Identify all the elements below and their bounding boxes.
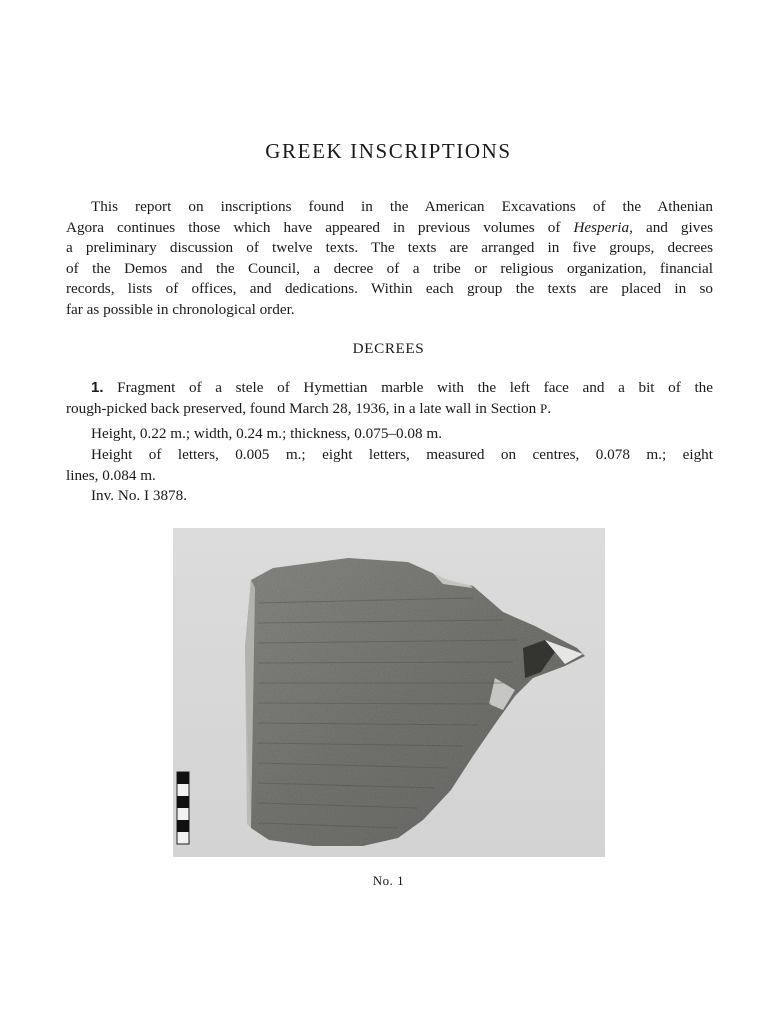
page-title: GREEK INSCRIPTIONS (265, 139, 512, 163)
inscription-photo (173, 528, 605, 857)
entry-line: rough-picked back preserved, found March 28, 1936, in a late wall in Section P. (66, 399, 552, 417)
stone-fragment (245, 558, 585, 846)
scale-bar (177, 772, 189, 844)
entry-line: 1. Fragment of a stele of Hymettian marble with the left face and a bit of the (91, 379, 713, 396)
intro-line: a preliminary discussion of twelve texts. The texts are arranged in five groups, decrees (66, 239, 713, 257)
entry-dimensions: Height, 0.22 m.; width, 0.24 m.; thickness, 0.075–0.08 m. (91, 425, 442, 442)
journal-title: Hesperia (573, 218, 630, 236)
entry-description (66, 378, 713, 419)
intro-line: This report on inscriptions found in the American Excavations of the Athenian (91, 198, 713, 215)
intro-line: Agora continues those which have appeared in previous volumes of Hesperia, and gives (66, 218, 713, 236)
entry-inventory: Inv. No. I 3878. (91, 487, 188, 504)
intro-line: records, lists of offices, and dedications. Within each group the texts are placed in so (66, 280, 713, 298)
intro-line: of the Demos and the Council, a decree of a tribe or religious organization, financial (66, 259, 713, 277)
intro-paragraph (66, 197, 713, 321)
entry-letter-measurements: Height of letters, 0.005 m.; eight letters, measured on centres, 0.078 m.; eight lines, 0.084 m. (66, 446, 713, 484)
section-heading: DECREES (352, 340, 425, 357)
intro-line: far as possible in chronological order. (66, 300, 295, 318)
section-letter: P (540, 400, 548, 416)
figure-caption: No. 1 (372, 873, 405, 888)
entry-number: 1. (91, 379, 104, 396)
